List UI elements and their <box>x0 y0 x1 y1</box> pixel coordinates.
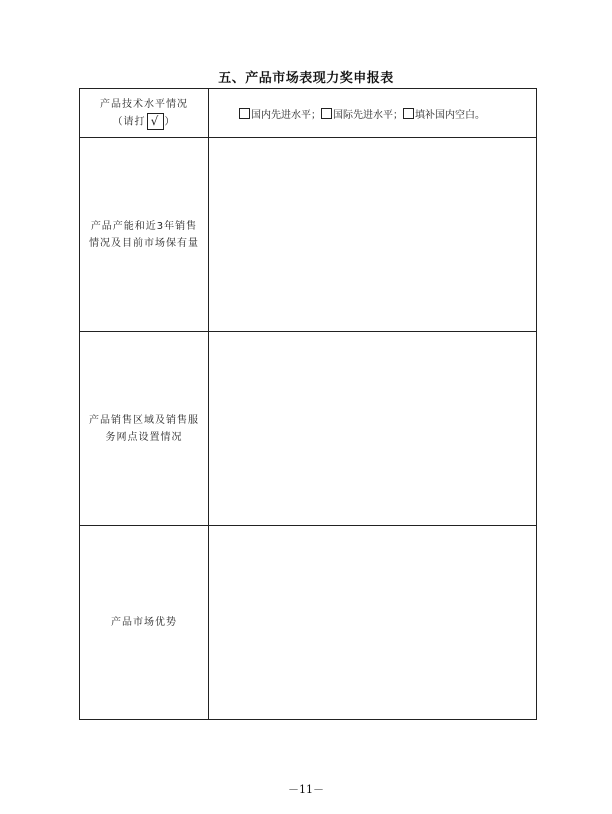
tech-level-suffix: ） <box>164 116 176 128</box>
capacity-sales-label-line2: 情况及目前市场保有量 <box>89 237 199 249</box>
capacity-sales-label <box>80 138 209 332</box>
tech-level-prefix: （请打 <box>112 116 146 128</box>
application-form-table <box>79 88 537 720</box>
tech-level-label-line2 <box>86 113 202 131</box>
sales-region-label-line2: 务网点设置情况 <box>105 431 183 443</box>
capacity-sales-label-line1: 产品产能和近3年销售 <box>90 220 198 232</box>
option-international-advanced: 国际先进水平； <box>333 109 403 121</box>
checkbox-fill-domestic-gap[interactable] <box>403 108 414 119</box>
option-fill-domestic-gap: 填补国内空白。 <box>415 109 485 121</box>
option-domestic-advanced: 国内先进水平； <box>251 109 321 121</box>
checkmark-box-icon: √ <box>147 113 164 130</box>
table-row <box>80 89 537 138</box>
table-row <box>80 332 537 526</box>
tech-level-options-cell <box>209 89 537 138</box>
market-advantage-input-cell[interactable] <box>209 526 537 720</box>
checkbox-domestic-advanced[interactable] <box>239 108 250 119</box>
sales-region-label <box>80 332 209 526</box>
market-advantage-label <box>80 526 209 720</box>
capacity-sales-input-cell[interactable] <box>209 138 537 332</box>
sales-region-label-line1: 产品销售区域及销售服 <box>89 414 199 426</box>
tech-level-options <box>209 106 536 121</box>
page-number: －11－ <box>288 783 324 796</box>
market-advantage-label-line1: 产品市场优势 <box>111 617 177 628</box>
checkbox-international-advanced[interactable] <box>321 108 332 119</box>
tech-level-label <box>80 89 209 138</box>
sales-region-input-cell[interactable] <box>209 332 537 526</box>
table-row <box>80 138 537 332</box>
table-row <box>80 526 537 720</box>
form-title: 五、产品市场表现力奖申报表 <box>218 71 394 86</box>
tech-level-label-line1: 产品技术水平情况 <box>100 98 188 110</box>
